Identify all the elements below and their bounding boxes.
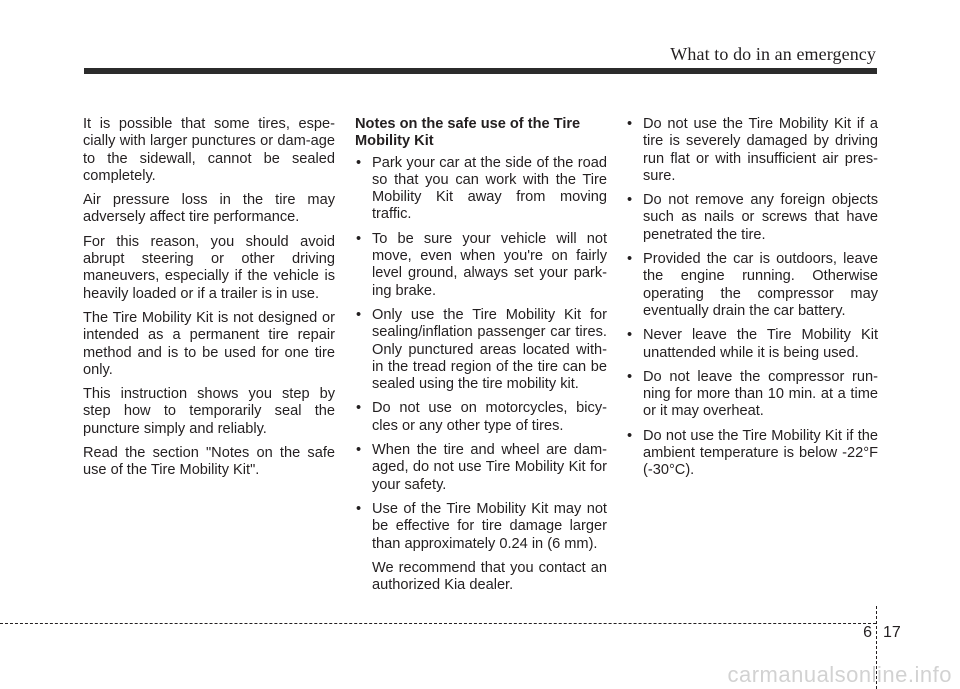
bullet-icon: •	[356, 306, 362, 323]
paragraph: This instruction shows you step by step how to temporarily seal the puncture simply and reliably.	[83, 386, 335, 437]
dealer-recommendation: We recommend that you contact an authorized Kia dealer.	[372, 559, 607, 594]
paragraph: It is possible that some tires, espe-cially with larger punctures or dam-age to the sidewall, cannot be sealed completely.	[83, 116, 335, 184]
chapter-number: 6	[863, 624, 872, 641]
paragraph: For this reason, you should avoid abrupt steering or other driving maneuvers, especially if the vehicle is heavily loaded or if a trailer is in use.	[83, 233, 335, 302]
list-item-text: Never leave the Tire Mobility Kit unattended while it is being used.	[643, 327, 878, 361]
bullet-icon: •	[627, 368, 633, 385]
list-item-text: Do not remove any foreign objects such as nails or screws that have penetrated the tire.	[643, 192, 878, 243]
list-item	[355, 307, 607, 393]
list-item-text: Only use the Tire Mobility Kit for sealing/inflation passenger car tires. Only punctured areas located with-in the tread region of the tire can be sealed using the tire mobility kit.	[372, 306, 607, 393]
bullet-icon: •	[356, 500, 362, 517]
footer-rule	[0, 623, 876, 624]
bullet-icon: •	[627, 327, 633, 344]
bullet-icon: •	[356, 230, 362, 247]
bullet-icon: •	[356, 154, 362, 171]
list-item	[626, 116, 878, 185]
notes-list	[355, 155, 607, 553]
list-item	[355, 400, 607, 435]
section-title: What to do in an emergency	[670, 44, 876, 64]
header-rule	[84, 68, 877, 74]
watermark: carmanualsonline.info	[727, 662, 952, 687]
paragraph: Read the section "Notes on the safe use of the Tire Mobility Kit".	[83, 445, 335, 479]
list-item	[355, 501, 607, 553]
list-item-text: Do not leave the compressor run-ning for more than 10 min. at a time or it may overheat.	[643, 368, 878, 420]
paragraph: The Tire Mobility Kit is not designed or intended as a permanent tire repair method and is to be used for one tire only.	[83, 309, 335, 378]
list-item-text: Do not use the Tire Mobility Kit if the ambient temperature is below -22°F (-30°C).	[643, 427, 878, 479]
bullet-icon: •	[356, 400, 362, 417]
list-item-text: Use of the Tire Mobility Kit may not be effective for tire damage larger than approximately 0.24 in (6 mm).	[372, 500, 607, 552]
list-item	[626, 428, 878, 480]
list-item-text: To be sure your vehicle will not move, even when you're on fairly level ground, always set your park-ing brake.	[372, 230, 607, 299]
paragraph: Air pressure loss in the tire may adversely affect tire performance.	[83, 192, 335, 226]
list-item	[626, 327, 878, 362]
column-1	[83, 116, 335, 487]
bullet-icon: •	[356, 442, 362, 459]
list-item-text: Do not use the Tire Mobility Kit if a tire is severely damaged by driving run flat or with insufficient air pres-sure.	[643, 116, 878, 184]
list-item	[355, 231, 607, 300]
list-item	[355, 155, 607, 224]
list-item-text: Do not use on motorcycles, bicy-cles or any other type of tires.	[372, 400, 607, 434]
list-item	[626, 369, 878, 421]
list-item	[626, 251, 878, 320]
list-item-text: Provided the car is outdoors, leave the engine running. Otherwise operating the compressor may eventually drain the car battery.	[643, 251, 878, 319]
page-number: 17	[883, 624, 901, 641]
list-item	[355, 442, 607, 494]
column-3	[626, 116, 878, 487]
notes-heading: Notes on the safe use of the Tire Mobility Kit	[355, 116, 581, 150]
bullet-icon: •	[627, 192, 633, 209]
list-item	[626, 192, 878, 244]
list-item-text: When the tire and wheel are dam-aged, do not use Tire Mobility Kit for your safety.	[372, 442, 607, 493]
notes-list-continued	[626, 116, 878, 480]
bullet-icon: •	[627, 116, 633, 132]
bullet-icon: •	[627, 251, 633, 268]
column-2	[355, 116, 607, 601]
bullet-icon: •	[627, 427, 633, 444]
list-item-text: Park your car at the side of the road so that you can work with the Tire Mobility Kit away from moving traffic.	[372, 154, 607, 223]
